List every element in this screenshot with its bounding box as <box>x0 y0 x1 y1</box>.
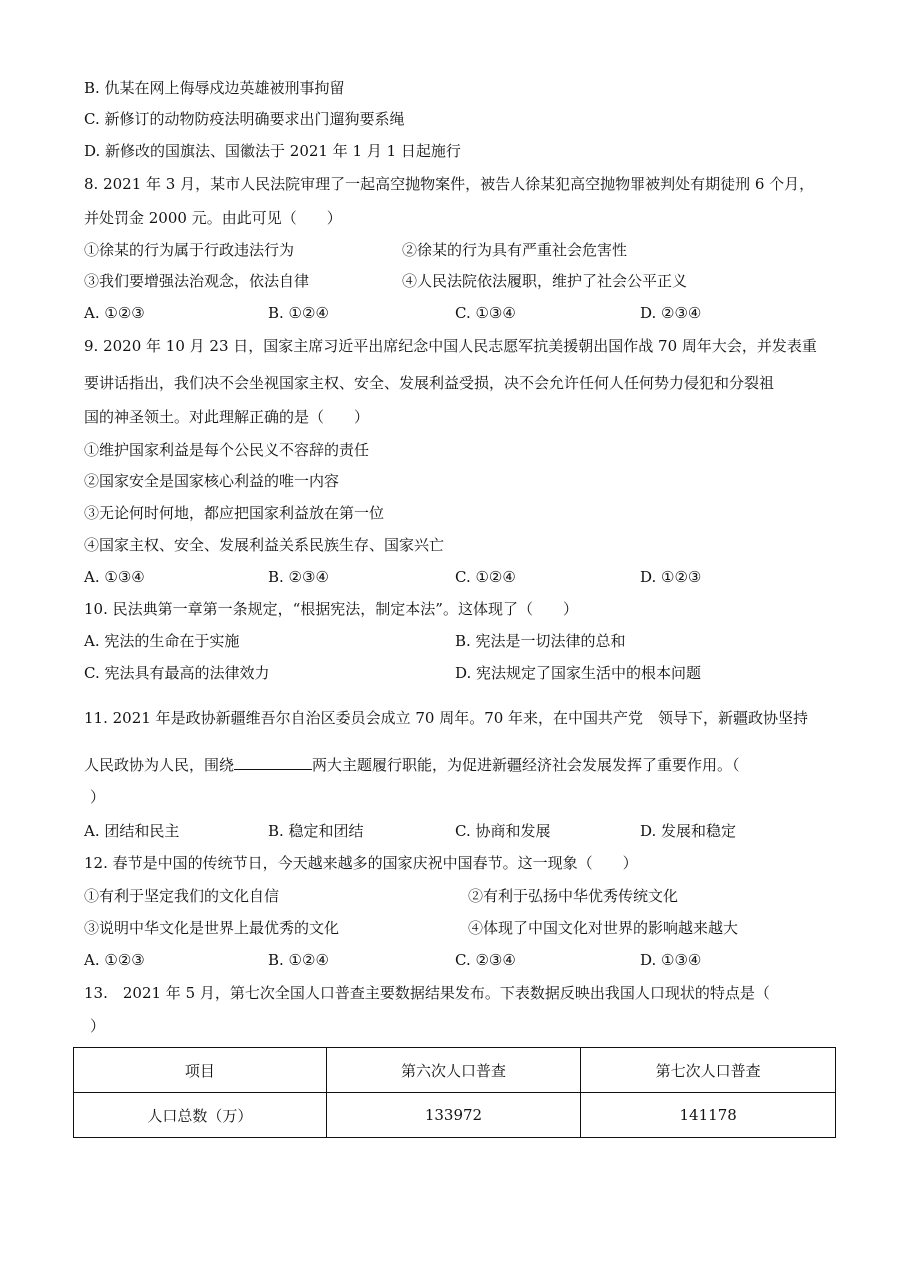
q12-statement-4: ④体现了中国文化对世界的影响越来越大 <box>468 919 739 937</box>
option-c-q7: C. 新修订的动物防疫法明确要求出门遛狗要系绳 <box>84 110 405 128</box>
question-9-stem-cont: 要讲话指出，我们决不会坐视国家主权、安全、发展利益受损，决不会允许任何人任何势力侵犯和分裂祖 <box>84 374 775 392</box>
q11-text-after-blank: 两大主题履行职能，为促进新疆经济社会发展发挥了重要作用。（ <box>312 756 740 774</box>
option-d-q7: D. 新修改的国旗法、国徽法于 2021 年 1 月 1 日起施行 <box>84 142 461 160</box>
q11-option-a: A. 团结和民主 <box>84 822 180 840</box>
q8-statement-1: ①徐某的行为属于行政违法行为 <box>84 241 295 259</box>
q10-option-c: C. 宪法具有最高的法律效力 <box>84 664 270 682</box>
q10-option-a: A. 宪法的生命在于实施 <box>84 632 240 650</box>
q8-statement-4: ④人民法院依法履职，维护了社会公平正义 <box>402 272 688 290</box>
q8-option-c: C. ①③④ <box>455 304 516 322</box>
q9-statement-4: ④国家主权、安全、发展利益关系民族生存、国家兴亡 <box>84 536 445 554</box>
q9-option-a: A. ①③④ <box>84 568 145 586</box>
q9-statement-1: ①维护国家利益是每个公民义不容辞的责任 <box>84 441 370 459</box>
q8-statement-3: ③我们要增强法治观念，依法自律 <box>84 272 310 290</box>
fill-in-blank <box>234 755 312 770</box>
q11-text-before-blank: 人民政协为人民，围绕 <box>84 756 235 774</box>
question-13-paren: ） <box>90 1017 106 1035</box>
q8-option-b: B. ①②④ <box>268 304 329 322</box>
q12-option-c: C. ②③④ <box>455 951 516 969</box>
q8-option-a: A. ①②③ <box>84 304 145 322</box>
q12-option-b: B. ①②④ <box>268 951 329 969</box>
question-9-stem: 9. 2020 年 10 月 23 日，国家主席习近平出席纪念中国人民志愿军抗美援朝出国作战 70 周年大会，并发表重 <box>84 337 817 355</box>
q12-option-d: D. ①③④ <box>640 951 702 969</box>
question-8-stem-cont: 并处罚金 2000 元。由此可见（ ） <box>84 209 342 227</box>
q9-option-c: C. ①②④ <box>455 568 516 586</box>
table-header-cell: 项目 <box>74 1048 327 1093</box>
table-header-cell: 第六次人口普查 <box>326 1048 581 1093</box>
census-table <box>73 1047 836 1138</box>
question-10-stem: 10. 民法典第一章第一条规定，“根据宪法，制定本法”。这体现了（ ） <box>84 600 578 618</box>
q8-statement-2: ②徐某的行为具有严重社会危害性 <box>402 241 628 259</box>
q12-statement-3: ③说明中华文化是世界上最优秀的文化 <box>84 919 340 937</box>
question-9-stem-cont2: 国的神圣领土。对此理解正确的是（ ） <box>84 408 370 426</box>
option-b-q7: B. 仇某在网上侮辱戍边英雄被刑事拘留 <box>84 79 345 97</box>
table-cell: 133972 <box>326 1093 581 1138</box>
question-8-stem: 8. 2021 年 3 月，某市人民法院审理了一起高空抛物案件，被告人徐某犯高空抛物罪被判处有期徒刑 6 个月， <box>84 175 815 193</box>
q10-option-b: B. 宪法是一切法律的总和 <box>455 632 626 650</box>
table-header-row <box>74 1048 836 1093</box>
q12-statement-2: ②有利于弘扬中华优秀传统文化 <box>468 887 679 905</box>
q11-option-d: D. 发展和稳定 <box>640 822 737 840</box>
q9-statement-2: ②国家安全是国家核心利益的唯一内容 <box>84 472 340 490</box>
table-cell: 141178 <box>581 1093 836 1138</box>
q9-option-b: B. ②③④ <box>268 568 329 586</box>
question-12-stem: 12. 春节是中国的传统节日，今天越来越多的国家庆祝中国春节。这一现象（ ） <box>84 854 638 872</box>
question-11-stem-cont <box>84 755 740 775</box>
q8-option-d: D. ②③④ <box>640 304 702 322</box>
q9-statement-3: ③无论何时何地，都应把国家利益放在第一位 <box>84 504 385 522</box>
q11-option-b: B. 稳定和团结 <box>268 822 364 840</box>
question-11-stem: 11. 2021 年是政协新疆维吾尔自治区委员会成立 70 周年。70 年来，在中国共产党 领导下，新疆政协坚持 <box>84 709 809 727</box>
table-row <box>74 1093 836 1138</box>
table-header-cell: 第七次人口普查 <box>581 1048 836 1093</box>
q12-option-a: A. ①②③ <box>84 951 145 969</box>
q12-statement-1: ①有利于坚定我们的文化自信 <box>84 887 280 905</box>
q10-option-d: D. 宪法规定了国家生活中的根本问题 <box>455 664 702 682</box>
question-11-paren: ） <box>90 788 106 806</box>
q11-option-c: C. 协商和发展 <box>455 822 551 840</box>
q9-option-d: D. ①②③ <box>640 568 702 586</box>
question-13-stem: 13. 2021 年 5 月，第七次全国人口普查主要数据结果发布。下表数据反映出我国人口现状的特点是（ <box>84 984 770 1002</box>
table-cell: 人口总数（万） <box>74 1093 327 1138</box>
